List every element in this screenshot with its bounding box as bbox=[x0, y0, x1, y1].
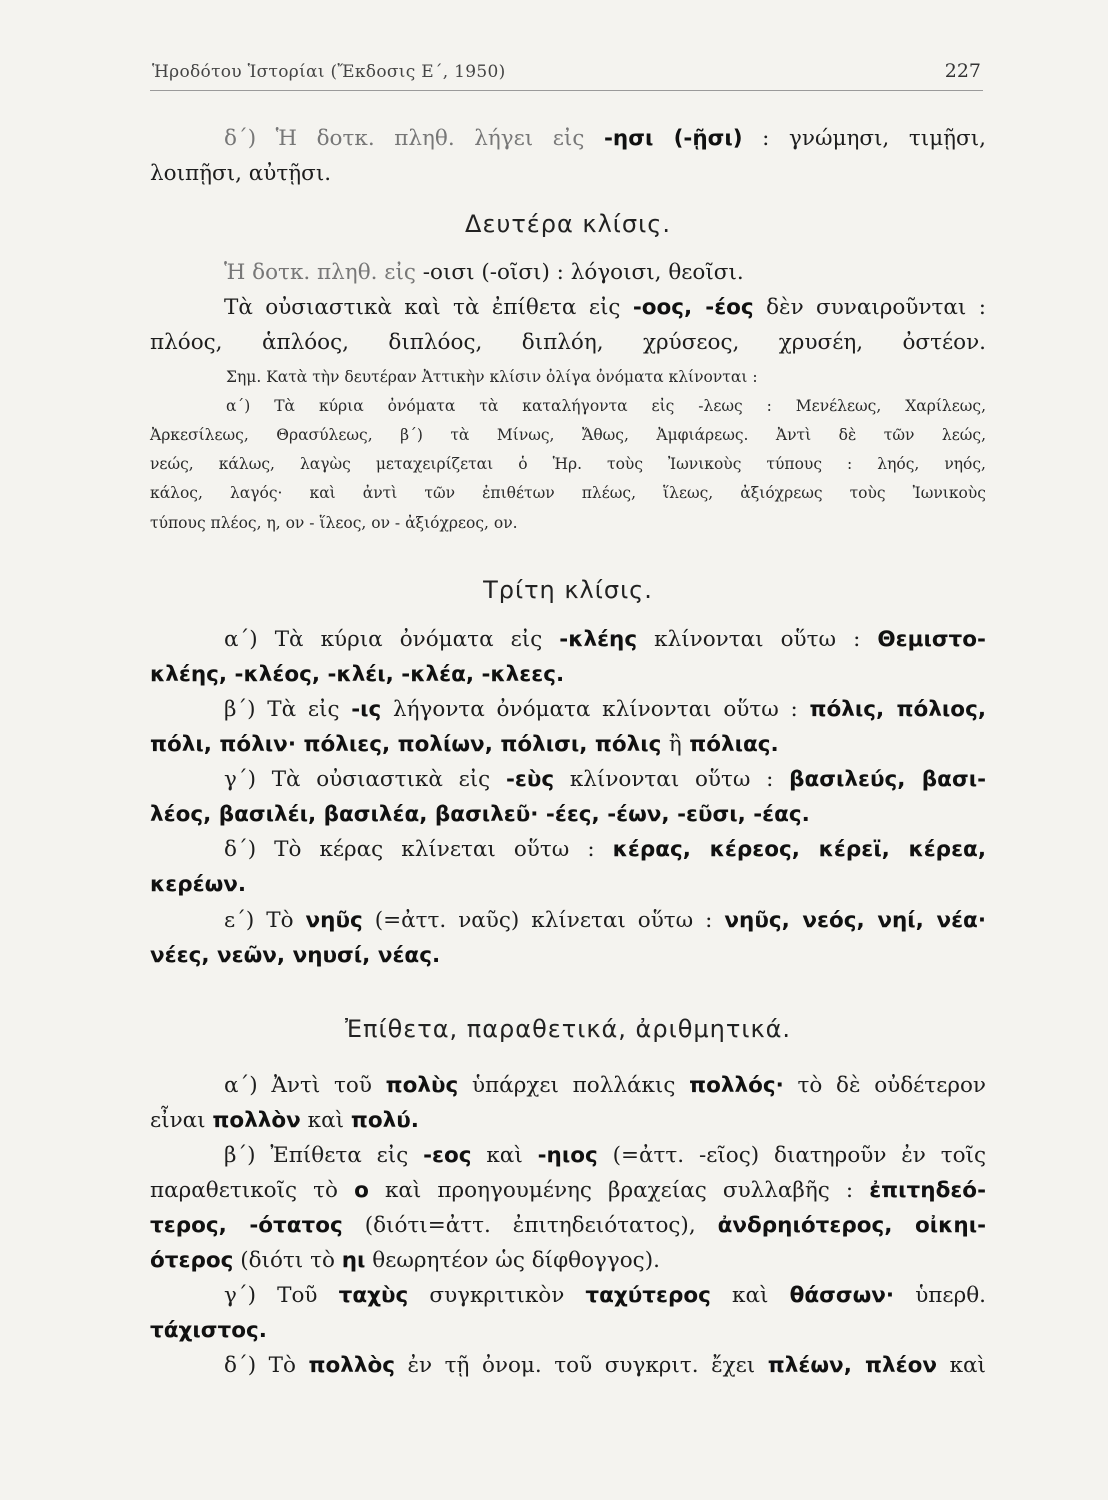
heading-third-declension: Τρίτη κλίσις. bbox=[483, 576, 653, 604]
third-decl-epsilon-line1: ε΄) Τὸ νηῦς (=ἀττ. ναῦς) κλίνεται οὕτω : νηῦς, νεός, νηί, νέα· bbox=[224, 908, 986, 933]
third-decl-beta-line2: πόλι, πόλιν· πόλιες, πολίων, πόλισι, πόλις ἢ πόλιας. bbox=[150, 732, 779, 757]
adjectives-beta-line3: τερος, -ότατος (διότι=ἀττ. ἐπιτηδειότατος), ἀνδρηιότερος, οἰκηι- bbox=[150, 1213, 986, 1238]
adjectives-beta-line1: β΄) Ἐπίθετα εἰς -εος καὶ -ηιος (=ἀττ. -εῖος) διατηροῦν ἐν τοῖς bbox=[224, 1143, 987, 1168]
third-decl-alpha-line1: α΄) Τὰ κύρια ὀνόματα εἰς -κλέης κλίνονται οὕτω : Θεμιστο- bbox=[224, 627, 986, 652]
heading-second-declension: Δευτέρα κλίσις. bbox=[465, 210, 671, 238]
note-line5: κάλος, λαγός· καὶ ἀντὶ τῶν ἐπιθέτων πλέως, ἵλεως, ἀξιόχρεως τοὺς Ἰωνικοὺς bbox=[150, 484, 986, 502]
note-line2: α΄) Τὰ κύρια ὀνόματα τὰ καταλήγοντα εἰς -λεως : Μενέλεως, Χαρίλεως, bbox=[226, 397, 986, 415]
header-title: Ἡροδότου Ἱστορίαι (Ἔκδοσις Ε΄, 1950) bbox=[152, 62, 506, 82]
adjectives-alpha-line2: εἶναι πολλὸν καὶ πολύ. bbox=[150, 1108, 419, 1133]
adjectives-delta-line1: δ΄) Τὸ πολλὸς ἐν τῇ ὀνομ. τοῦ συγκριτ. ἔχει πλέων, πλέον καὶ bbox=[224, 1353, 986, 1378]
third-decl-gamma-line1: γ΄) Τὰ οὐσιαστικὰ εἰς -εὺς κλίνονται οὕτω : βασιλεύς, βασι- bbox=[224, 767, 986, 792]
third-decl-delta-line2: κερέων. bbox=[150, 872, 247, 897]
first-decl-delta-line2: λοιπῇσι, αὐτῇσι. bbox=[150, 161, 332, 186]
third-decl-gamma-line2: λέος, βασιλέι, βασιλέα, βασιλεῦ· -έες, -έων, -εῦσι, -έας. bbox=[150, 802, 810, 827]
heading-adjectives: Ἐπίθετα, παραθετικά, ἀριθμητικά. bbox=[344, 1015, 792, 1043]
second-decl-line2: Τὰ οὐσιαστικὰ καὶ τὰ ἐπίθετα εἰς -οος, -έος δὲν συναιροῦνται : bbox=[224, 295, 987, 320]
second-decl-line1: Ἡ δοτκ. πληθ. εἰς -οισι (-οῖσι) : λόγοισι, θεοῖσι. bbox=[224, 260, 744, 285]
page-number: 227 bbox=[944, 60, 981, 82]
adjectives-gamma-line1: γ΄) Τοῦ ταχὺς συγκριτικὸν ταχύτερος καὶ θάσσων· ὑπερθ. bbox=[224, 1283, 986, 1308]
third-decl-delta-line1: δ΄) Τὸ κέρας κλίνεται οὕτω : κέρας, κέρεος, κέρεϊ, κέρεα, bbox=[224, 837, 986, 862]
note-line3: Ἀρκεσίλεως, Θρασύλεως, β΄) τὰ Μίνως, Ἄθως, Ἀμφιάρεως. Ἀντὶ δὲ τῶν λεώς, bbox=[150, 426, 986, 444]
adjectives-alpha-line1: α΄) Ἀντὶ τοῦ πολὺς ὑπάρχει πολλάκις πολλός· τὸ δὲ οὐδέτερον bbox=[224, 1073, 986, 1098]
third-decl-epsilon-line2: νέες, νεῶν, νηυσί, νέας. bbox=[150, 943, 441, 968]
adjectives-gamma-line2: τάχιστος. bbox=[150, 1318, 267, 1343]
second-decl-line3: πλόος, ἁπλόος, διπλόος, διπλόη, χρύσεος, χρυσέη, ὀστέον. bbox=[150, 330, 986, 355]
running-header bbox=[150, 60, 983, 91]
note-line1: Σημ. Κατὰ τὴν δευτέραν Ἀττικὴν κλίσιν ὀλίγα ὀνόματα κλίνονται : bbox=[226, 368, 758, 386]
adjectives-beta-line4: ότερος (διότι τὸ ηι θεωρητέον ὡς δίφθογγος). bbox=[150, 1248, 660, 1273]
first-decl-delta-line1: δ΄) Ἡ δοτκ. πληθ. λήγει εἰς -ησι (-ῇσι) : γνώμησι, τιμῇσι, bbox=[224, 126, 986, 151]
third-decl-beta-line1: β΄) Τὰ εἰς -ις λήγοντα ὀνόματα κλίνονται οὕτω : πόλις, πόλιος, bbox=[224, 697, 986, 722]
note-line6: τύπους πλέος, η, ον - ἵλεος, ον - ἀξιόχρεος, ον. bbox=[150, 514, 518, 532]
note-line4: νεώς, κάλως, λαγὼς μεταχειρίζεται ὁ Ἡρ. τοὺς Ἰωνικοὺς τύπους : ληός, νηός, bbox=[150, 455, 986, 473]
adjectives-beta-line2: παραθετικοῖς τὸ ο καὶ προηγουμένης βραχείας συλλαβῆς : ἐπιτηδεό- bbox=[150, 1178, 986, 1203]
third-decl-alpha-line2: κλέης, -κλέος, -κλέι, -κλέα, -κλεες. bbox=[150, 662, 565, 687]
